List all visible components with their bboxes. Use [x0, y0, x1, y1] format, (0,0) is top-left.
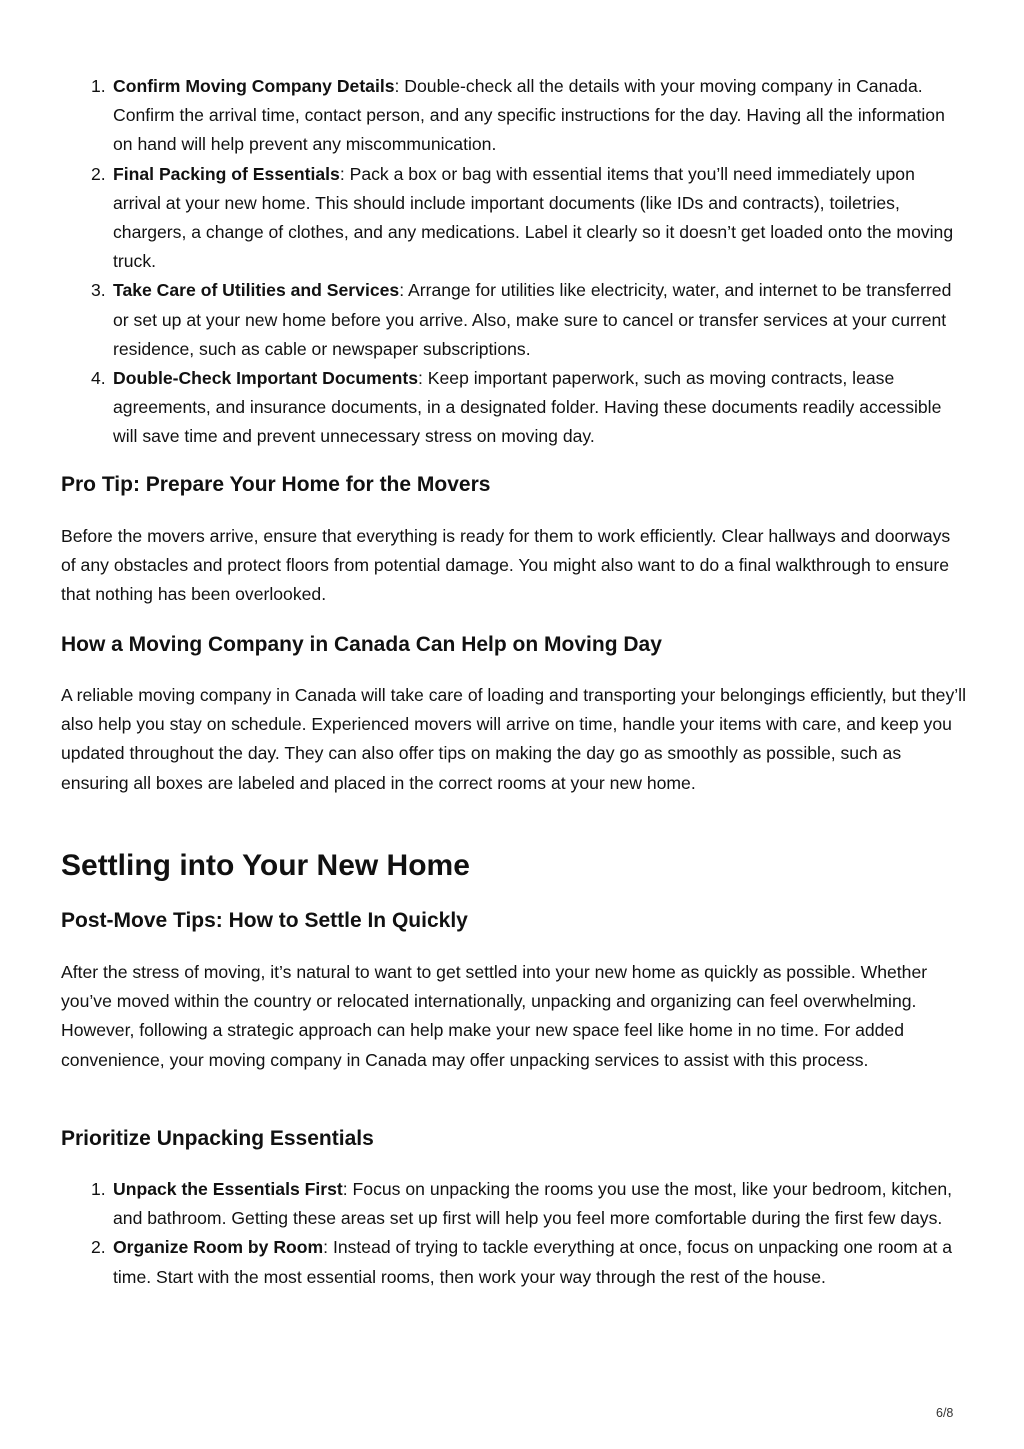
list-item-text: : Pack a box or bag with essential items that you’ll need immediately upon arrival at your new home. This should include important documents (like IDs and contracts), toiletries, chargers, a change of clothes, and any medications. Label it clearly so it doesn’t get loaded onto the moving truck.	[113, 163, 954, 272]
list-item-title: Confirm Moving Company Details	[113, 76, 395, 96]
list-item-text: : Keep important paperwork, such as moving contracts, lease agreements, and insurance documents, in a designated folder. Having these documents readily accessible will save time and prevent unnecessary stress on moving day.	[113, 368, 942, 447]
unpacking-list	[61, 1175, 967, 1292]
list-item	[61, 276, 967, 364]
page-number: 6/8	[936, 1406, 954, 1420]
list-item-text: : Arrange for utilities like electricity, water, and internet to be transferred or set up at your new home before you arrive. Also, make sure to cancel or transfer services at your current residence, such as cable or newspaper subscriptions.	[113, 280, 952, 359]
section-heading: How a Moving Company in Canada Can Help on Moving Day	[61, 633, 662, 656]
list-number: 4.	[91, 368, 106, 389]
section-heading: Prioritize Unpacking Essentials	[61, 1127, 374, 1150]
section-heading: Post-Move Tips: How to Settle In Quickly	[61, 909, 468, 932]
list-item-text: : Focus on unpacking the rooms you use the most, like your bedroom, kitchen, and bathroom. Getting these areas set up first will help you feel more comfortable during the first few days.	[113, 1179, 953, 1229]
list-item	[61, 160, 967, 277]
list-number: 2.	[91, 1237, 106, 1258]
list-item	[61, 1175, 967, 1233]
list-item	[61, 1233, 967, 1291]
list-item-title: Unpack the Essentials First	[113, 1179, 343, 1199]
list-item-text: : Double-check all the details with your moving company in Canada. Confirm the arrival time, contact person, and any specific instructions for the day. Having all the information on hand will help prevent any miscommunication.	[113, 76, 945, 155]
section-heading: Pro Tip: Prepare Your Home for the Movers	[61, 473, 491, 496]
list-item-title: Take Care of Utilities and Services	[113, 280, 400, 301]
paragraph: Before the movers arrive, ensure that everything is ready for them to work efficiently. Clear hallways and doorways of any obstacles and protect floors from potential damage. You might also want to do a final walkthrough to ensure that nothing has been overlooked.	[61, 526, 951, 605]
list-item-title: Organize Room by Room	[113, 1237, 324, 1258]
list-item	[61, 72, 967, 160]
paragraph: After the stress of moving, it’s natural to want to get settled into your new home as quickly as possible. Whether you’ve moved within the country or relocated internationally, unpacking and organizing can feel overwhelming. However, following a strategic approach can help make your new space feel like home in no time. For added convenience, your moving company in Canada may offer unpacking services to assist with this process.	[61, 962, 928, 1070]
list-item-title: Double-Check Important Documents	[113, 368, 418, 389]
list-number: 1.	[91, 1179, 106, 1199]
list-number: 3.	[91, 280, 106, 301]
page-section-title: Settling into Your New Home	[61, 849, 470, 882]
list-item	[61, 364, 967, 452]
list-item-title: Final Packing of Essentials	[113, 163, 340, 184]
list-number: 1.	[91, 76, 106, 96]
list-number: 2.	[91, 163, 106, 184]
paragraph: A reliable moving company in Canada will take care of loading and transporting your belongings efficiently, but they’ll also help you stay on schedule. Experienced movers will arrive on time, handle your items with care, and keep you updated throughout the day. They can also offer tips on making the day go as smoothly as possible, such as ensuring all boxes are labeled and placed in the correct rooms at your new home.	[61, 685, 966, 793]
moving-day-checklist	[61, 72, 967, 452]
list-item-text: : Instead of trying to tackle everything at once, focus on unpacking one room at a time. Start with the most essential rooms, then work your way through the rest of the house.	[113, 1237, 953, 1287]
